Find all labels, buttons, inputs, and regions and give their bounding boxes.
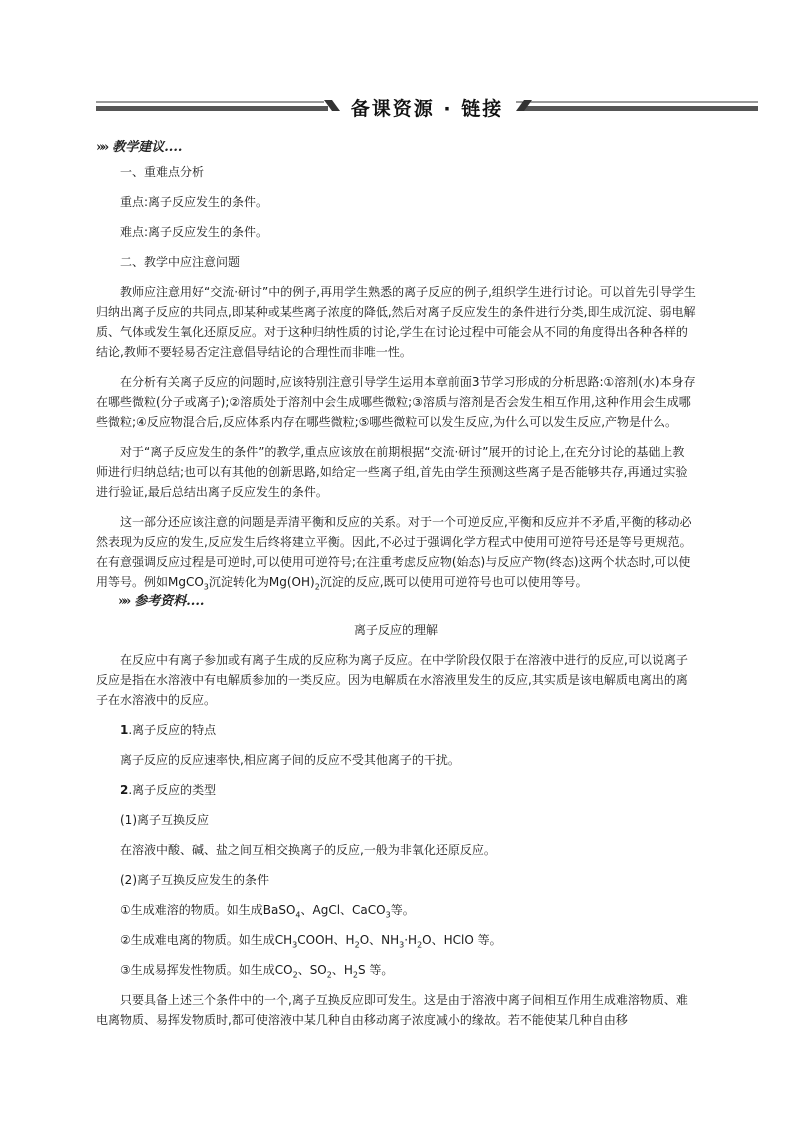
section-heading-text: 参考资料: [134, 594, 187, 609]
section-heading-dots: ....: [164, 140, 183, 155]
section-heading-text: 教学建议: [112, 140, 165, 155]
double-chevron-icon: »»: [96, 140, 107, 155]
heading-features: 1.离子反应的特点: [120, 723, 217, 737]
reference-content: [96, 620, 696, 1030]
key-point: 重点:离子反应发生的条件。: [120, 195, 269, 209]
section-heading-dots: ....: [186, 594, 205, 609]
teaching-advice-content: [96, 162, 696, 592]
section-heading-reference: [118, 590, 204, 609]
heading-types: 2.离子反应的类型: [120, 783, 217, 797]
section-banner: [96, 92, 758, 122]
features-text: 离子反应的反应速率快,相应离子间的反应不受其他离子的干扰。: [120, 753, 460, 767]
paragraph-2: 在分析有关离子反应的问题时,应该特别注意引导学生运用本章前面3节学习形成的分析思路:①溶剂(水)本身存在哪些微粒(分子或离子);②溶质处于溶剂中会生成哪些微粒;③溶质与溶剂是否会发生相互作用,这种作用会生成哪些微粒;④反应物混合后,反应体系内存在哪些微粒;⑤哪些微粒可以发生反应,为什么可以发生反应,产物是什么。: [96, 375, 696, 429]
article-intro: 在反应中有离子参加或有离子生成的反应称为离子反应。在中学阶段仅限于在溶液中进行的反应,可以说离子反应是指在水溶液中有电解质参加的一类反应。因为电解质在水溶液里发生的反应,其实质是该电解质电离出的离子在水溶液中的反应。: [96, 653, 688, 707]
difficult-point: 难点:离子反应发生的条件。: [120, 225, 269, 239]
closing-paragraph: 只要具备上述三个条件中的一个,离子互换反应即可发生。这是由于溶液中离子间相互作用生成难溶物质、难电离物质、易挥发物质时,都可使溶液中某几种自由移动离子浓度减小的缘故。若不能使某几种自由移: [96, 993, 688, 1027]
condition-3: ③生成易挥发性物质。如生成$CO_2$、$SO_2$、$H_2S$ 等。: [120, 963, 394, 980]
subheading-exchange: (1)离子互换反应: [120, 813, 209, 827]
heading-attention: 二、教学中应注意问题: [120, 255, 241, 269]
heading-key-points: 一、重难点分析: [120, 165, 205, 179]
section-heading-teaching: [96, 136, 182, 155]
paragraph-4: 这一部分还应该注意的问题是弄清平衡和反应的关系。对于一个可逆反应,平衡和反应并不矛盾,平衡的移动必然表现为反应的发生,反应发生后终将建立平衡。因此,不必过于强调化学方程式中使用可逆符号还是等号更规范。在有意强调反应过程是可逆时,可以使用可逆符号;在注重考虑反应物(始态)与反应产物(终态)这两个状态时,可以使用等号。例如MgCO$_3$沉淀转化为$Mg(OH)_2$沉淀的反应,既可以使用可逆符号也可以使用等号。: [96, 515, 692, 592]
paragraph-3: 对于“离子反应发生的条件”的教学,重点应该放在前期根据“交流·研讨”展开的讨论上,在充分讨论的基础上教师进行归纳总结;也可以有其他的创新思路,如给定一些离子组,首先由学生预测这些离子是否能够共存,再通过实验进行验证,最后总结出离子反应发生的条件。: [96, 445, 688, 499]
double-chevron-icon: »»: [118, 594, 129, 609]
article-title: 离子反应的理解: [353, 623, 438, 637]
condition-2: ②生成难电离的物质。如生成$CH_3COOH$、$H_2O$、$NH_3\cdot H_2O$、HClO 等。: [120, 933, 502, 950]
subheading-conditions: (2)离子互换反应发生的条件: [120, 873, 269, 887]
banner-title: 备课资源 · 链接: [350, 98, 504, 120]
condition-1: ①生成难溶的物质。如生成BaSO$_4$、AgCl、CaCO$_3$等。: [120, 903, 415, 920]
exchange-text: 在溶液中酸、碱、盐之间互相交换离子的反应,一般为非氧化还原反应。: [120, 843, 496, 857]
paragraph-1: 教师应注意用好“交流·研讨”中的例子,再用学生熟悉的离子反应的例子,组织学生进行讨论。可以首先引导学生归纳出离子反应的共同点,即某种或某些离子浓度的降低,然后对离子反应发生的条件进行分类,即生成沉淀、弱电解质、气体或发生氧化还原反应。对于这种归纳性质的讨论,学生在讨论过程中可能会从不同的角度得出各种各样的结论,教师不要轻易否定注意倡导结论的合理性而非唯一性。: [96, 285, 696, 359]
